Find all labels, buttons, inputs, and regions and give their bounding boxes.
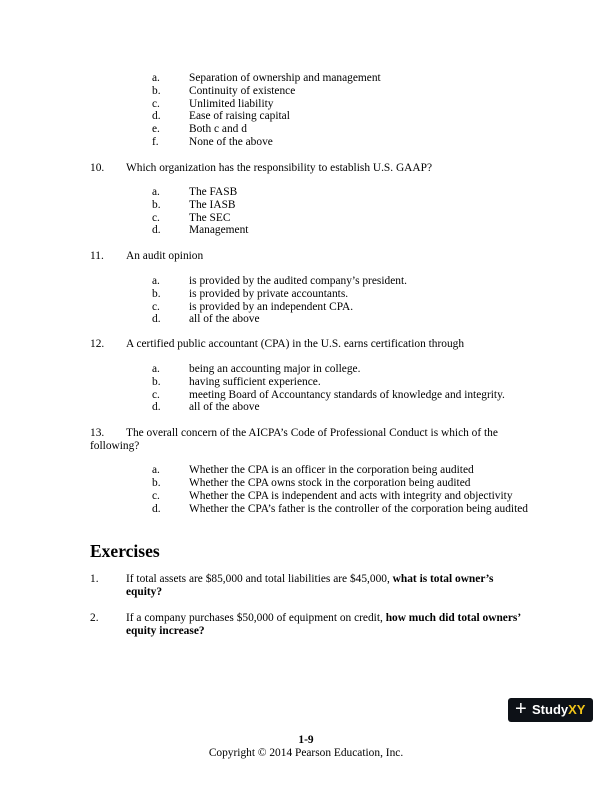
exercise-text-bold: what is total owner’s: [392, 573, 494, 585]
exercise-number: 2.: [90, 612, 99, 624]
question-text-continued: following?: [90, 440, 140, 452]
option-letter: d.: [152, 503, 161, 515]
option-letter: c.: [152, 98, 160, 110]
option-text: Unlimited liability: [189, 98, 274, 110]
option-text: Whether the CPA’s father is the controller of the corporation being audited: [189, 503, 528, 515]
option-letter: c.: [152, 389, 160, 401]
question-number: 13.: [90, 427, 105, 439]
option-text: Whether the CPA owns stock in the corporation being audited: [189, 477, 471, 489]
badge-label-main: Study: [532, 702, 569, 717]
exercise-text: [126, 612, 521, 625]
question-text: The overall concern of the AICPA’s Code of Professional Conduct is which of the: [126, 427, 498, 439]
option-text: The SEC: [189, 212, 231, 224]
option-text: is provided by private accountants.: [189, 288, 349, 300]
option-letter: b.: [152, 85, 161, 97]
question-number: 12.: [90, 338, 105, 350]
option-text: Management: [189, 224, 249, 236]
exercise-text-bold-continued: equity?: [126, 586, 163, 598]
option-letter: f.: [152, 136, 159, 148]
option-text: all of the above: [189, 401, 260, 413]
plus-icon: +: [515, 698, 527, 720]
option-text: meeting Board of Accountancy standards of knowledge and integrity.: [189, 389, 505, 401]
question-text: Which organization has the responsibility to establish U.S. GAAP?: [126, 162, 433, 174]
option-letter: c.: [152, 490, 160, 502]
badge-label-accent: XY: [568, 702, 586, 717]
option-text: is provided by the audited company’s president.: [189, 275, 407, 287]
badge-label: [532, 698, 585, 722]
option-letter: b.: [152, 376, 161, 388]
exercise-text: [126, 573, 493, 586]
option-letter: a.: [152, 464, 160, 476]
option-text: None of the above: [189, 136, 273, 148]
option-letter: a.: [152, 363, 160, 375]
option-text: Continuity of existence: [189, 85, 296, 97]
exercise-text-plain: If a company purchases $50,000 of equipment on credit,: [126, 612, 386, 624]
exercise-text-plain: If total assets are $85,000 and total liabilities are $45,000,: [126, 573, 393, 585]
question-number: 11.: [90, 250, 104, 262]
option-text: Ease of raising capital: [189, 110, 290, 122]
option-letter: a.: [152, 186, 160, 198]
exercise-number: 1.: [90, 573, 99, 585]
question-text: An audit opinion: [126, 250, 204, 262]
exercise-text-bold: how much did total owners’: [385, 612, 522, 624]
option-letter: b.: [152, 199, 161, 211]
studyxy-badge[interactable]: [508, 698, 593, 722]
option-letter: d.: [152, 401, 161, 413]
option-letter: c.: [152, 301, 160, 313]
option-letter: d.: [152, 110, 161, 122]
option-text: The IASB: [189, 199, 236, 211]
option-letter: c.: [152, 212, 160, 224]
question-number: 10.: [90, 162, 105, 174]
option-letter: e.: [152, 123, 160, 135]
option-text: Whether the CPA is an officer in the corporation being audited: [189, 464, 474, 476]
option-text: Separation of ownership and management: [189, 72, 381, 84]
option-text: Both c and d: [189, 123, 247, 135]
option-text: all of the above: [189, 313, 260, 325]
option-text: Whether the CPA is independent and acts with integrity and objectivity: [189, 490, 513, 502]
option-letter: d.: [152, 313, 161, 325]
section-heading: Exercises: [90, 541, 160, 561]
question-text: A certified public accountant (CPA) in the U.S. earns certification through: [126, 338, 465, 350]
option-letter: d.: [152, 224, 161, 236]
option-text: having sufficient experience.: [189, 376, 321, 388]
option-letter: b.: [152, 477, 161, 489]
exercise-text-bold-continued: equity increase?: [126, 625, 205, 637]
page-number: 1-9: [298, 734, 314, 746]
option-letter: a.: [152, 275, 160, 287]
option-letter: a.: [152, 72, 160, 84]
copyright-notice: Copyright © 2014 Pearson Education, Inc.: [208, 747, 404, 759]
option-text: is provided by an independent CPA.: [189, 301, 354, 313]
option-text: being an accounting major in college.: [189, 363, 361, 375]
option-letter: b.: [152, 288, 161, 300]
option-text: The FASB: [189, 186, 238, 198]
